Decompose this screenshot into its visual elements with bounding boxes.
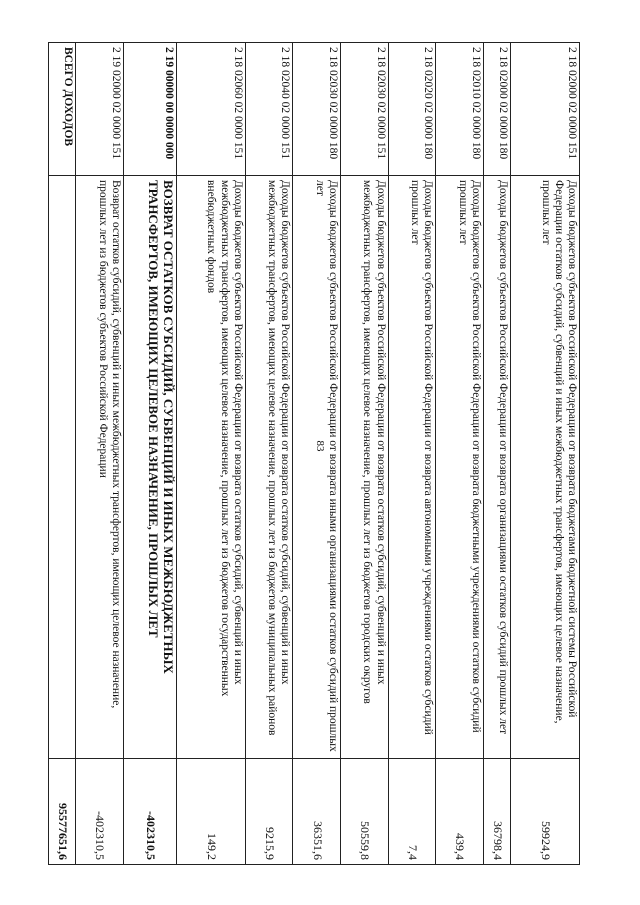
budget-code: 2 18 02030 02 0000 180	[293, 43, 341, 176]
row-amount: 59924,9	[511, 759, 580, 865]
table-row	[176, 43, 245, 865]
row-amount: 439,4	[436, 759, 484, 865]
row-description: Доходы бюджетов субъектов Российской Федерации от возврата иными организациями остатков субсидий прошлых лет	[293, 176, 341, 759]
table-row	[293, 43, 341, 865]
rotated-table-container	[48, 42, 580, 864]
budget-code: 2 18 02010 02 0000 180	[436, 43, 484, 176]
total-spacer	[49, 176, 76, 759]
table-row	[76, 43, 124, 865]
budget-code: 2 18 02030 02 0000 151	[341, 43, 389, 176]
row-amount: 50559,8	[341, 759, 389, 865]
row-description: Доходы бюджетов субъектов Российской Федерации от возврата автономными учреждениями остатков субсидий прошлых лет	[388, 176, 436, 759]
row-amount: 7,4	[388, 759, 436, 865]
budget-code: 2 18 02060 02 0000 151	[176, 43, 245, 176]
table-row	[436, 43, 484, 865]
row-amount: 9215,9	[245, 759, 293, 865]
revenue-table	[48, 42, 580, 865]
table-row	[388, 43, 436, 865]
row-amount: 36351,6	[293, 759, 341, 865]
budget-code: 2 19 00000 00 0000 000	[123, 43, 176, 176]
table-row	[341, 43, 389, 865]
row-description: Доходы бюджетов субъектов Российской Федерации от возврата бюджетами бюджетной системы Российской Федерации остатков субсидий, субвенций и иных межбюджетных трансфертов, имеющих целевое назначение, прошлых лет	[511, 176, 580, 759]
row-description: Доходы бюджетов субъектов Российской Федерации от возврата организациями остатков субсидий прошлых лет	[483, 176, 510, 759]
row-description: Доходы бюджетов субъектов Российской Федерации от возврата бюджетными учреждениями остатков субсидий прошлых лет	[436, 176, 484, 759]
row-amount: 36798,4	[483, 759, 510, 865]
row-amount: -402310,5	[123, 759, 176, 865]
table-row	[245, 43, 293, 865]
row-description: ВОЗВРАТ ОСТАТКОВ СУБСИДИЙ, СУБВЕНЦИЙ И ИНЫХ МЕЖБЮДЖЕТНЫХ ТРАНСФЕРТОВ, ИМЕЮЩИХ ЦЕЛЕВОЕ НАЗНАЧЕНИЕ, ПРОШЛЫХ ЛЕТ	[123, 176, 176, 759]
total-row	[49, 43, 76, 865]
budget-code: 2 18 02040 02 0000 151	[245, 43, 293, 176]
section-row	[123, 43, 176, 865]
budget-code: 2 18 02000 02 0000 151	[511, 43, 580, 176]
table-row	[511, 43, 580, 865]
page-number: 83	[314, 440, 326, 452]
total-amount: 95577651,6	[49, 759, 76, 865]
budget-code: 2 18 02020 02 0000 180	[388, 43, 436, 176]
table-row	[483, 43, 510, 865]
row-amount: -402310,5	[76, 759, 124, 865]
total-label: ВСЕГО ДОХОДОВ	[49, 43, 76, 176]
budget-code: 2 18 02000 02 0000 180	[483, 43, 510, 176]
row-description: Доходы бюджетов субъектов Российской Федерации от возврата остатков субсидий, субвенций и иных межбюджетных трансфертов, имеющих целевое назначение, прошлых лет из бюджетов государственных внебюджетных фондов	[176, 176, 245, 759]
budget-code: 2 19 02000 02 0000 151	[76, 43, 124, 176]
row-description: Возврат остатков субсидий, субвенций и иных межбюджетных трансфертов, имеющих целевое назначение, прошлых лет из бюджетов субъектов Российской Федерации	[76, 176, 124, 759]
row-description: Доходы бюджетов субъектов Российской Федерации от возврата остатков субсидий, субвенций и иных межбюджетных трансфертов, имеющих целевое назначение, прошлых лет из бюджетов муниципальных районов	[245, 176, 293, 759]
row-amount: 149,2	[176, 759, 245, 865]
row-description: Доходы бюджетов субъектов Российской Федерации от возврата остатков субсидий, субвенций и иных межбюджетных трансфертов, имеющих целевое назначение, прошлых лет из бюджетов городских округов	[341, 176, 389, 759]
